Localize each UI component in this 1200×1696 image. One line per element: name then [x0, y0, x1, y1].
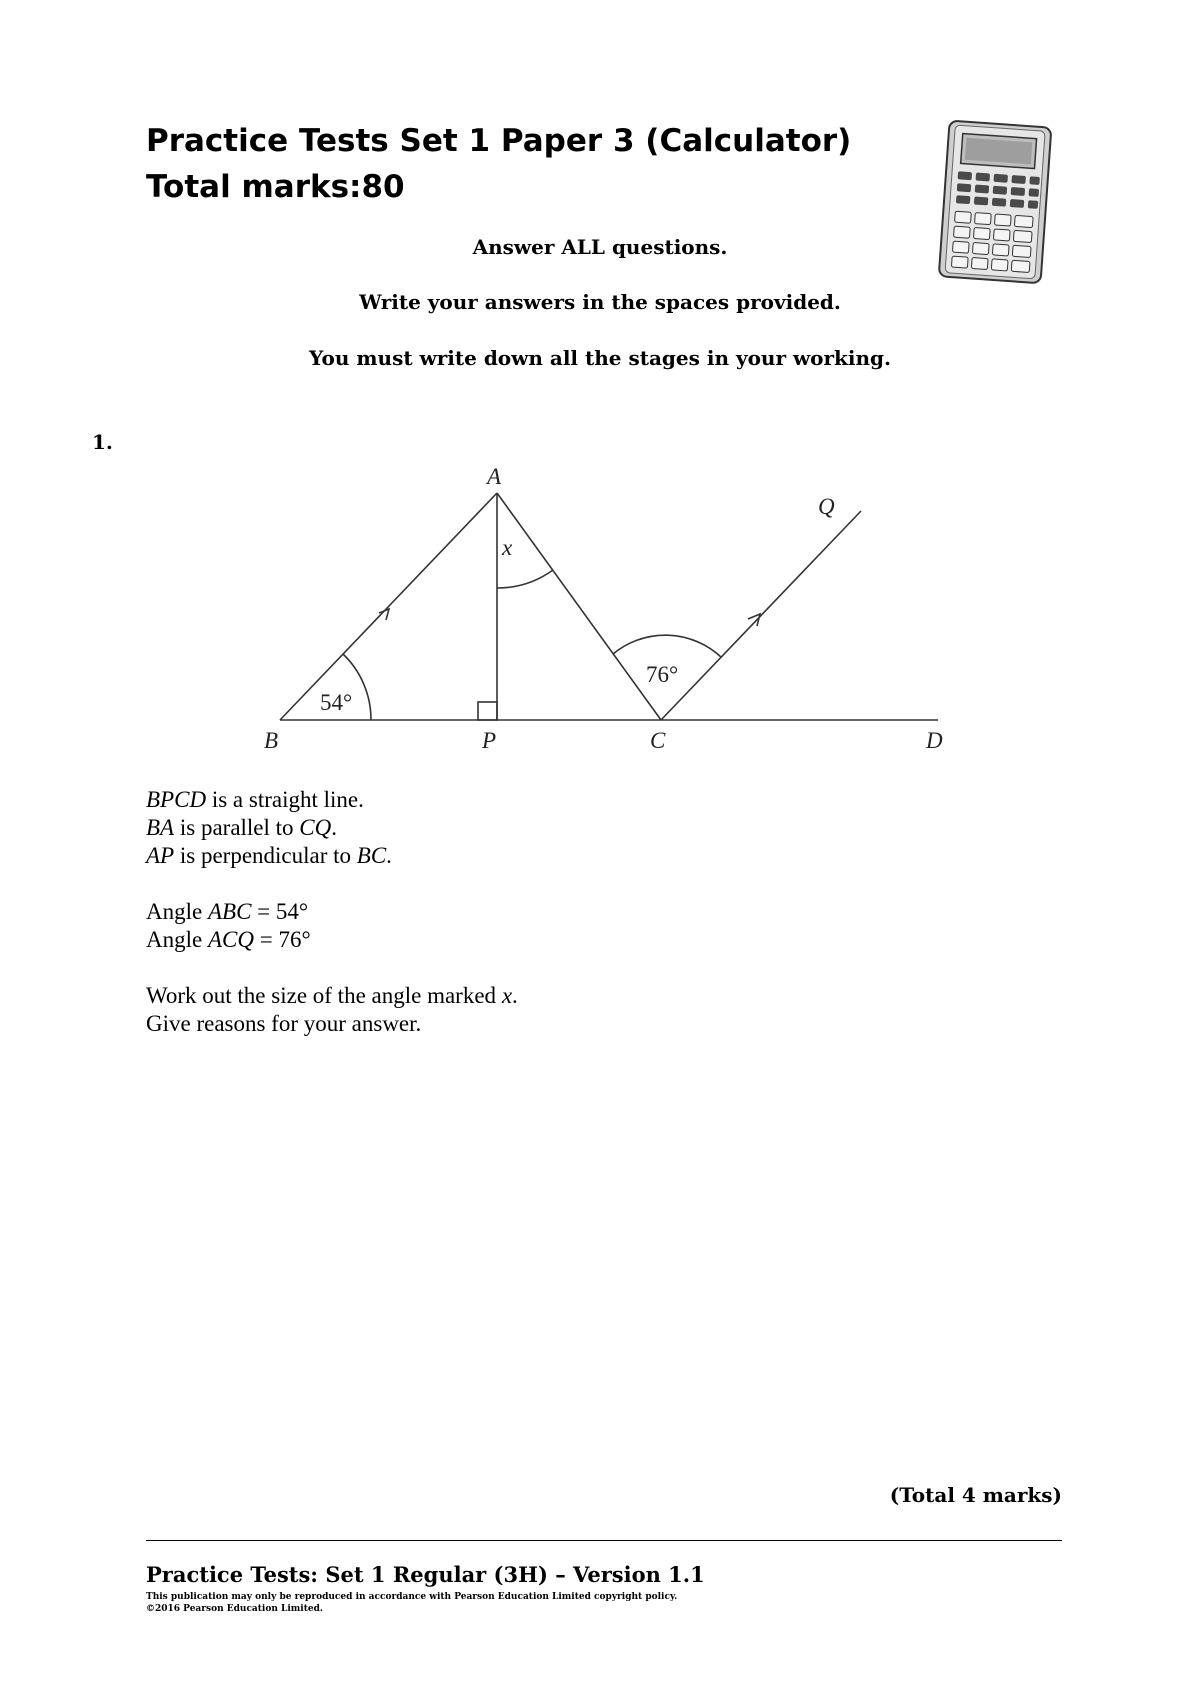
geometry-diagram: [250, 455, 970, 755]
calculator-icon: [936, 118, 1056, 288]
label-q: Q: [818, 494, 835, 519]
instruction-1: Answer ALL questions.: [472, 235, 728, 259]
line-ba: [280, 493, 497, 720]
label-c: C: [650, 728, 666, 753]
statement-angle-abc: Angle ABC = 54°: [146, 899, 309, 924]
arrow-cq: [748, 614, 760, 626]
line-cq: [661, 511, 861, 720]
instruction-2: Write your answers in the spaces provided.: [359, 290, 841, 314]
total-marks: (Total 4 marks): [889, 1483, 1062, 1507]
statement-straight-line: BPCD is a straight line.: [146, 787, 364, 812]
title-line-1: Practice Tests Set 1 Paper 3 (Calculator): [146, 123, 852, 159]
footer-copyright: ©2016 Pearson Education Limited.: [146, 1604, 324, 1614]
footer-title: Practice Tests: Set 1 Regular (3H) – Version 1.1: [146, 1562, 705, 1587]
label-angle-b: 54°: [320, 690, 353, 715]
footer-copyright-policy: This publication may only be reproduced in accordance with Pearson Education Limited copyright policy.: [146, 1592, 678, 1602]
footer-divider: [146, 1540, 1062, 1541]
label-angle-c: 76°: [646, 662, 679, 687]
question-number: 1.: [92, 430, 113, 454]
page-title: [146, 118, 851, 210]
statement-angle-acq: Angle ACQ = 76°: [146, 927, 311, 952]
statement-parallel: BA is parallel to CQ.: [146, 815, 337, 840]
label-d: D: [926, 728, 943, 753]
arc-angle-x: [497, 570, 553, 588]
statement-perpendicular: AP is perpendicular to BC.: [146, 843, 392, 868]
task-give-reasons: Give reasons for your answer.: [146, 1011, 422, 1036]
right-angle-mark: [478, 702, 497, 720]
label-p: P: [482, 728, 497, 753]
label-a: A: [487, 464, 502, 489]
line-ac: [497, 493, 661, 720]
arc-angle-c: [613, 635, 721, 657]
title-line-2: Total marks:80: [146, 169, 405, 205]
task-work-out: Work out the size of the angle marked x.: [146, 983, 518, 1008]
instruction-3: You must write down all the stages in your working.: [309, 346, 891, 370]
label-b: B: [264, 728, 279, 753]
label-x: x: [502, 535, 513, 560]
